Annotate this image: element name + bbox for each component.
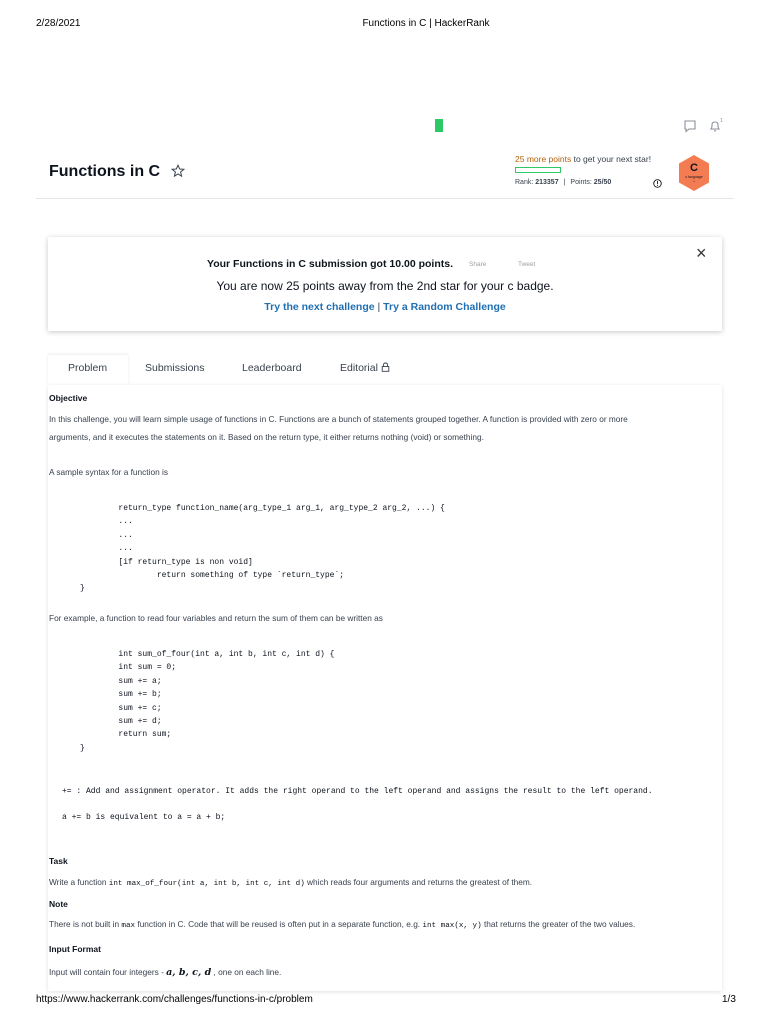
points-message xyxy=(515,154,651,164)
input-variables: a, b, c, d xyxy=(166,967,212,978)
submission-score: Your Functions in C submission got 10.00 points. xyxy=(207,258,453,270)
next-actions xyxy=(48,301,722,313)
input-format-heading: Input Format xyxy=(49,944,101,954)
rank-points: Rank: 213357 | Points: 25/50 xyxy=(515,179,612,186)
objective-text-2: arguments, and it executes the statements on it. Based on the return type, it either returns nothing (void) or something. xyxy=(49,432,484,442)
submission-result-banner xyxy=(48,237,722,331)
info-icon[interactable] xyxy=(653,179,662,188)
svg-text:*: * xyxy=(693,179,695,184)
syntax-intro: A sample syntax for a function is xyxy=(49,467,168,477)
print-date: 2/28/2021 xyxy=(36,18,81,29)
random-challenge-link[interactable]: Try a Random Challenge xyxy=(383,301,506,313)
lock-icon xyxy=(381,362,390,372)
print-title: Functions in C | HackerRank xyxy=(362,18,490,29)
notification-bell-icon[interactable] xyxy=(707,118,723,134)
svg-text:1: 1 xyxy=(720,118,723,124)
star-progress-fill xyxy=(516,168,538,172)
tab-editorial-label: Editorial xyxy=(340,362,378,374)
note-heading: Note xyxy=(49,899,68,909)
input-format-text: Input will contain four integers - a, b, c, d , one on each line. xyxy=(49,967,282,978)
c-language-badge[interactable] xyxy=(677,154,711,192)
tab-problem[interactable]: Problem xyxy=(68,362,108,374)
print-page-number: 1/3 xyxy=(722,994,736,1005)
bookmark-star-icon[interactable] xyxy=(171,164,185,178)
badge-letter: C xyxy=(690,162,698,174)
print-url: https://www.hackerrank.com/challenges/functions-in-c/problem xyxy=(36,994,313,1005)
star-progress-bar xyxy=(515,167,561,173)
operator-equivalence: a += b is equivalent to a = a + b; xyxy=(62,813,226,822)
challenge-header xyxy=(36,150,734,199)
objective-text-1: In this challenge, you will learn simple usage of functions in C. Functions are a bunch of statements grouped together. A function is provided with zero or more xyxy=(49,414,628,424)
tab-leaderboard[interactable]: Leaderboard xyxy=(242,362,302,374)
task-heading: Task xyxy=(49,856,68,866)
close-icon[interactable]: × xyxy=(696,243,707,263)
points-needed: 25 more points xyxy=(515,154,572,164)
problem-statement xyxy=(48,385,722,991)
operator-explanation: += : Add and assignment operator. It adds the right operand to the left operand and assigns the result to the left operand. xyxy=(62,787,653,796)
tab-submissions[interactable]: Submissions xyxy=(145,362,205,374)
task-text: Write a function int max_of_four(int a, int b, int c, int d) which reads four arguments and returns the greatest of them. xyxy=(49,877,533,888)
note-text: There is not built in max function in C. Code that will be reused is often put in a separate function, e.g. int max(x, y) that returns the greater of the two values. xyxy=(49,919,636,930)
tweet-button[interactable]: Tweet xyxy=(518,261,536,268)
share-button[interactable]: Share xyxy=(469,261,487,268)
challenge-tabs xyxy=(48,355,722,385)
chat-icon[interactable] xyxy=(682,118,698,134)
badge-progress-message: You are now 25 points away from the 2nd star for your c badge. xyxy=(216,279,554,293)
page-title: Functions in C xyxy=(49,163,161,180)
link-separator: | xyxy=(377,301,381,313)
badge-subtitle: c language xyxy=(685,175,703,179)
tab-editorial[interactable] xyxy=(340,362,390,374)
example-code-block: int sum_of_four(int a, int b, int c, int d) { int sum = 0; sum += a; sum += b; sum += c; sum += d; return sum; } xyxy=(80,650,335,753)
status-indicator xyxy=(435,119,443,132)
points-value: 25/50 xyxy=(593,179,612,186)
example-intro: For example, a function to read four variables and return the sum of them can be written as xyxy=(49,613,383,623)
syntax-code-block: return_type function_name(arg_type_1 arg_1, arg_type_2 arg_2, ...) { ... ... ... [if return_type is non void] return something of type `return_type`; } xyxy=(80,504,445,594)
rank-value: 213357 xyxy=(535,179,559,186)
points-message-suffix: to get your next star! xyxy=(571,154,652,164)
points-label: Points: xyxy=(570,179,594,186)
next-challenge-link[interactable]: Try the next challenge xyxy=(264,301,375,313)
rank-label: Rank: xyxy=(515,179,536,186)
task-signature: int max_of_four(int a, int b, int c, int d) xyxy=(108,880,305,888)
objective-heading: Objective xyxy=(49,393,88,403)
